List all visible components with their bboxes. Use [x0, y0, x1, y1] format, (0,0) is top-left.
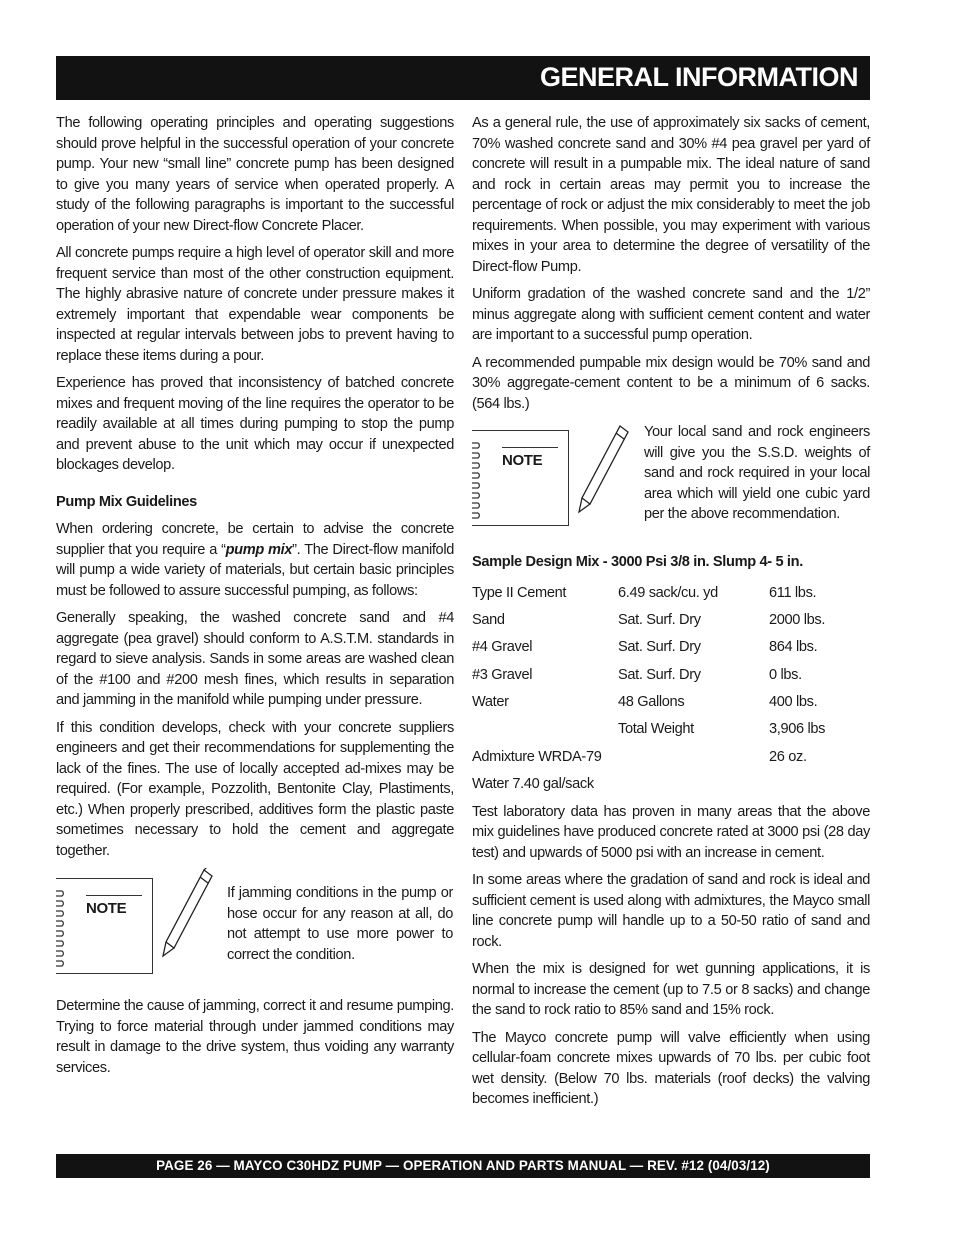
divider: [86, 895, 142, 896]
pencil-icon: [576, 424, 630, 514]
table-cell: Sand: [472, 612, 505, 629]
note-callout: [56, 868, 454, 996]
paragraph: The Mayco concrete pump will valve efficiently when using cellular-foam concrete mixes upwards of 70 lbs. per cubic foot wet density. (Below 70 lbs. materials (roof decks) the valving becomes inefficient.): [472, 1029, 870, 1108]
table-row: [472, 634, 870, 661]
table-cell: Total Weight: [618, 721, 694, 738]
text-run: ”. The Direct-flow manifold will pump a wide variety of materials, but certain basic principles must be followed to assure successful pumping, as follows:: [56, 541, 454, 599]
page-footer: PAGE 26 — MAYCO C30HDZ PUMP — OPERATION AND PARTS MANUAL — REV. #12 (04/03/12): [56, 1154, 870, 1178]
left-column: [56, 113, 454, 1085]
note-notepad-icon: [472, 430, 569, 526]
table-cell: #3 Gravel: [472, 666, 533, 683]
table-cell: Water: [472, 694, 509, 711]
table-cell: 611 lbs.: [769, 584, 817, 601]
table-cell: 400 lbs.: [769, 694, 818, 711]
table-cell: 0 lbs.: [769, 666, 802, 683]
section-heading: Pump Mix Guidelines: [56, 493, 197, 510]
table-row: [472, 771, 870, 798]
table-cell: 2000 lbs.: [769, 612, 826, 629]
paragraph: In some areas where the gradation of sand and rock is ideal and sufficient cement is used along with admixtures, the Mayco small line concrete pump will handle up to a 50-50 ratio of sand and rock.: [472, 872, 870, 950]
table-cell: Admixture WRDA-79: [472, 748, 602, 765]
header-bar: [56, 56, 870, 100]
table-cell: [618, 743, 769, 770]
paragraph: Uniform gradation of the washed concrete sand and the 1/2” minus aggregate along with sufficient cement content and water are important to a successful pump operation.: [472, 286, 870, 343]
text-run: When ordering concrete, be certain to advise the concrete supplier that you require a “: [56, 521, 454, 558]
paragraph: Determine the cause of jamming, correct it and resume pumping. Trying to force material through under jammed conditions may result in damage to the drive system, thus voiding any warranty services.: [56, 998, 454, 1076]
paragraph: Generally speaking, the washed concrete sand and #4 aggregate (pea gravel) should conform to A.S.T.M. standards in regard to sieve analysis. Sands in some areas are washed clean of the #100 and #200 mesh fines, which results in separation and jamming in the manifold while pumping under pressure.: [56, 610, 454, 708]
table-cell: Sat. Surf. Dry: [618, 612, 701, 629]
paragraph: Experience has proved that inconsistency of batched concrete mixes and frequent moving of the line requires the operator to be readily available at all times during pumping to stop the pump and prevent abuse to the unit which may occur if unexpected blockages develop.: [56, 375, 454, 473]
emphasis: pump mix: [225, 541, 293, 558]
table-row: [472, 689, 870, 716]
table-cell: [472, 716, 618, 743]
paragraph: [56, 519, 454, 601]
right-column: [472, 113, 870, 1117]
table-cell: 48 Gallons: [618, 694, 685, 711]
table-cell: 864 lbs.: [769, 639, 818, 656]
mix-design-table: [472, 580, 870, 798]
note-callout: [472, 424, 870, 548]
table-cell: Sat. Surf. Dry: [618, 666, 701, 683]
table-row: [472, 580, 870, 607]
table-cell: Water 7.40 gal/sack: [472, 775, 594, 792]
table-cell: [618, 771, 769, 798]
table-cell: 26 oz.: [769, 748, 807, 765]
table-cell: #4 Gravel: [472, 639, 533, 656]
spiral-binding-icon: [54, 887, 68, 967]
table-cell: [769, 771, 870, 798]
pencil-icon: [160, 868, 214, 958]
table-row: [472, 743, 870, 770]
note-notepad-icon: [56, 878, 153, 974]
paragraph: The following operating principles and operating suggestions should prove helpful in the successful operation of your concrete pump. Your new “small line” concrete pump has been designed to give you many years of service when operated properly. A study of the following paragraphs is important to the successful operation of your new Direct-flow Concrete Placer.: [56, 115, 454, 234]
paragraph: All concrete pumps require a high level of operator skill and more frequent service than most of the other construction equipment. The highly abrasive nature of concrete under pressure makes it extremely important that expendable wear components be inspected at regular intervals between jobs to prevent having to replace these items during a pour.: [56, 245, 454, 364]
paragraph: If this condition develops, check with your concrete suppliers engineers and get their recommendations for supplementing the lack of the fines. The use of locally accepted ad-mixes may be required. (For example, Pozzolith, Bentonite Clay, Plastiments, etc.) When properly prescribed, additives form the plastic paste sometimes necessary to hold the cement and aggregate together.: [56, 719, 454, 859]
paragraph: A recommended pumpable mix design would be 70% sand and 30% aggregate-cement content to be a minimum of 6 sacks. (564 lbs.): [472, 354, 870, 412]
table-cell: Sat. Surf. Dry: [618, 639, 701, 656]
table-row: [472, 607, 870, 634]
table-cell: Type II Cement: [472, 584, 567, 601]
paragraph: When the mix is designed for wet gunning applications, it is normal to increase the cement (up to 7.5 or 8 sacks) and change the sand to rock ratio to 85% sand and 15% rock.: [472, 961, 870, 1019]
table-row: [472, 716, 870, 743]
divider: [502, 447, 558, 448]
note-text: If jamming conditions in the pump or hose occur for any reason at all, do not attempt to use more power to correct the condition.: [227, 885, 453, 963]
table-cell: 3,906 lbs: [769, 721, 826, 738]
table-cell: 6.49 sack/cu. yd: [618, 584, 718, 601]
page-title: GENERAL INFORMATION: [540, 62, 858, 92]
table-row: [472, 661, 870, 688]
paragraph: Test laboratory data has proven in many areas that the above mix guidelines have produced concrete rated at 3000 psi (28 day test) and upwards of 5000 psi with an increase in cement.: [472, 803, 870, 861]
section-heading: Sample Design Mix - 3000 Psi 3/8 in. Slump 4- 5 in.: [472, 554, 803, 570]
note-label: NOTE: [502, 452, 543, 469]
spiral-binding-icon: [470, 439, 484, 519]
note-label: NOTE: [86, 900, 127, 917]
note-text: Your local sand and rock engineers will give you the S.S.D. weights of sand and rock required in your local area which will yield one cubic yard per the above recommendation.: [644, 424, 870, 522]
paragraph: As a general rule, the use of approximately six sacks of cement, 70% washed concrete sand and 30% #4 pea gravel per yard of concrete will result in a pumpable mix. The ideal nature of sand and rock in certain areas may permit you to increase the percentage of rock or adjust the mix considerably to meet the job requirements. When possible, you may experiment with various mixes in your area to determine the degree of versatility of the Direct-flow Pump.: [472, 115, 870, 275]
